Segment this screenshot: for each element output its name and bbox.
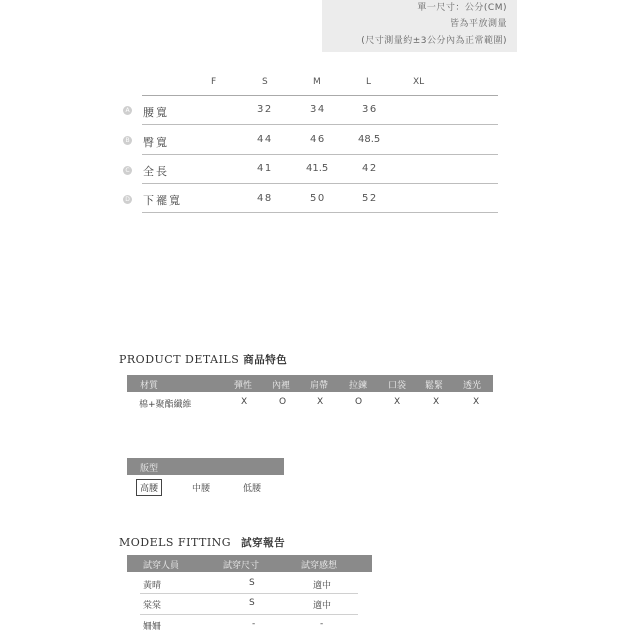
models-fitting-title bbox=[119, 535, 285, 550]
fit-option-mid-waist: 中腰 bbox=[192, 484, 211, 494]
hdr-sheer: 透光 bbox=[463, 381, 482, 391]
title-en: PRODUCT DETAILS bbox=[119, 353, 240, 366]
header-divider bbox=[142, 95, 498, 96]
row-label-waist: 腰寬 bbox=[143, 106, 169, 119]
val-pocket: X bbox=[394, 397, 401, 407]
val-lining: O bbox=[279, 397, 287, 407]
model-feedback: - bbox=[320, 619, 324, 629]
cell-hip-s: 44 bbox=[257, 134, 273, 145]
row-divider bbox=[140, 593, 358, 594]
hdr-waistband: 鬆緊 bbox=[425, 381, 444, 391]
size-col-l: L bbox=[366, 77, 372, 87]
model-feedback: 適中 bbox=[313, 601, 332, 611]
bullet-c: C bbox=[123, 166, 132, 175]
row-label-hip: 臀寬 bbox=[143, 136, 169, 149]
bullet-b: B bbox=[123, 136, 132, 145]
row-divider bbox=[142, 124, 498, 125]
hdr-feedback: 試穿感想 bbox=[301, 561, 338, 571]
fit-header-label: 版型 bbox=[140, 464, 159, 474]
size-col-f: F bbox=[211, 77, 217, 87]
hdr-pocket: 口袋 bbox=[388, 381, 407, 391]
fit-option-high-waist: 高腰 bbox=[136, 479, 162, 496]
cell-waist-s: 32 bbox=[257, 104, 273, 115]
title-zh: 商品特色 bbox=[243, 354, 288, 366]
cell-length-s: 41 bbox=[257, 163, 273, 174]
hdr-strap: 肩帶 bbox=[310, 381, 329, 391]
model-size: S bbox=[249, 578, 255, 588]
hdr-zipper: 拉鍊 bbox=[349, 381, 368, 391]
cell-hip-m: 46 bbox=[310, 134, 326, 145]
cell-hem-s: 48 bbox=[257, 193, 273, 204]
cell-length-l: 42 bbox=[362, 163, 378, 174]
model-name: 黃晴 bbox=[143, 581, 162, 591]
bullet-a: A bbox=[123, 106, 132, 115]
product-details-header bbox=[127, 375, 493, 392]
fit-header bbox=[127, 458, 284, 475]
measure-note: 皆為平放測量 bbox=[449, 19, 507, 29]
model-name: 棠棠 bbox=[143, 601, 162, 611]
model-name: 姍姍 bbox=[143, 622, 162, 632]
row-divider bbox=[142, 183, 498, 184]
hdr-lining: 內裡 bbox=[272, 381, 291, 391]
cell-length-m: 41.5 bbox=[306, 163, 329, 174]
bullet-d: D bbox=[123, 195, 132, 204]
row-label-hem: 下襬寬 bbox=[143, 194, 182, 207]
val-waistband: X bbox=[433, 397, 440, 407]
models-header bbox=[127, 555, 372, 572]
val-sheer: X bbox=[473, 397, 480, 407]
val-zipper: O bbox=[355, 397, 363, 407]
cell-hip-l: 48.5 bbox=[358, 134, 381, 145]
hdr-size: 試穿尺寸 bbox=[223, 561, 260, 571]
unit-info-box bbox=[322, 0, 517, 52]
cell-hem-l: 52 bbox=[362, 193, 378, 204]
fit-option-low-waist: 低腰 bbox=[243, 484, 262, 494]
row-label-length: 全長 bbox=[143, 165, 169, 178]
row-divider bbox=[142, 154, 498, 155]
title-zh: 試穿報告 bbox=[241, 537, 286, 549]
product-details-title bbox=[119, 352, 287, 367]
hdr-model: 試穿人員 bbox=[143, 561, 180, 571]
tolerance-note: (尺寸測量約±3公分內為正常範圍) bbox=[361, 36, 507, 46]
hdr-elasticity: 彈性 bbox=[234, 381, 253, 391]
cell-waist-m: 34 bbox=[310, 104, 326, 115]
hdr-material: 材質 bbox=[140, 381, 159, 391]
row-divider bbox=[142, 212, 498, 213]
size-col-xl: XL bbox=[413, 77, 425, 87]
model-feedback: 適中 bbox=[313, 581, 332, 591]
size-col-m: M bbox=[313, 77, 321, 87]
val-strap: X bbox=[317, 397, 324, 407]
val-material: 棉+聚酯纖維 bbox=[139, 400, 192, 410]
size-col-s: S bbox=[262, 77, 268, 87]
cell-hem-m: 50 bbox=[310, 193, 326, 204]
unit-line: 單一尺寸：公分(CM) bbox=[417, 3, 507, 13]
title-en: MODELS FITTING bbox=[119, 536, 232, 549]
model-size: - bbox=[252, 619, 256, 629]
cell-waist-l: 36 bbox=[362, 104, 378, 115]
row-divider bbox=[140, 614, 358, 615]
model-size: S bbox=[249, 598, 255, 608]
val-elasticity: X bbox=[241, 397, 248, 407]
